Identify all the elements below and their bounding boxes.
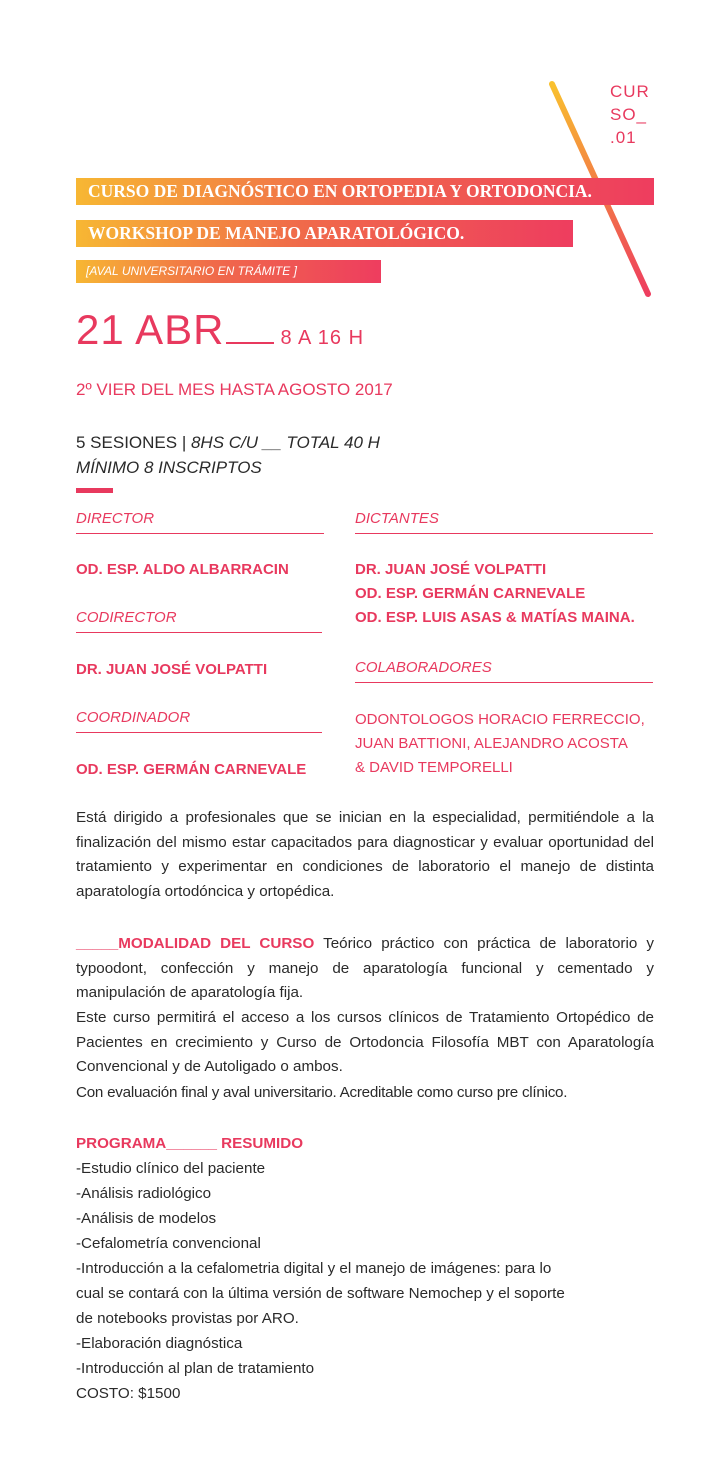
schedule-text: 2º VIER DEL MES HASTA AGOSTO 2017 [76,380,393,399]
director-label: DIRECTOR [76,510,324,534]
dictante-2: OD. ESP. GERMÁN CARNEVALE [355,585,586,602]
intro-paragraph: Está dirigido a profesionales que se inician en la especialidad, permitiéndole a la finalización del mismo estar capacitados para diagnosticar y evaluar oportunidad del tratamiento y experimentar en condiciones de laboratorio el manejo de distinta aparatología ortodóncica y ortopédica. [76,809,654,900]
coordinador-name: OD. ESP. GERMÁN CARNEVALE [76,761,307,778]
minimum-enrolled: MÍNIMO 8 INSCRIPTOS [76,458,262,477]
programa-item: -Elaboración diagnóstica [76,1335,243,1352]
programa-item: -Análisis de modelos [76,1210,217,1227]
course-hours: 8 A 16 H [280,327,365,349]
access-paragraph: Este curso permitirá el acceso a los cursos clínicos de Tratamiento Ortopédico de Pacientes en crecimiento y Curso de Ortodoncia Filosofía MBT con Aparatología Convencional y de Autoligado o ambos. [76,1009,654,1075]
dictantes-label: DICTANTES [355,510,653,534]
programa-title: PROGRAMA______ RESUMIDO [76,1135,304,1152]
colaboradores-label: COLABORADORES [355,659,653,683]
sessions-hours: 8HS C/U __ TOTAL 40 H [190,433,380,452]
evaluation-paragraph: Con evaluación final y aval universitario. Acreditable como curso pre clínico. [76,1084,568,1101]
programa-item: -Introducción a la cefalometria digital y el manejo de imágenes: para lo [76,1260,552,1277]
director-name: OD. ESP. ALDO ALBARRACIN [76,561,289,578]
modalidad-title: _____MODALIDAD DEL CURSO [76,935,315,952]
sessions-count: 5 SESIONES | [76,433,191,452]
programa-item: -Introducción al plan de tratamiento [76,1360,315,1377]
date-underline [226,342,274,344]
dictante-3: OD. ESP. LUIS ASAS & MATÍAS MAINA. [355,609,635,626]
coordinador-label: COORDINADOR [76,709,322,733]
course-code [610,80,670,149]
course-code-line-2: SO_ [610,105,648,124]
colaborador-line-2: JUAN BATTIONI, ALEJANDRO ACOSTA [355,735,628,752]
course-code-line-3: .01 [610,128,637,147]
course-date: 21 ABR [76,306,225,353]
colaborador-line-1: ODONTOLOGOS HORACIO FERRECCIO, [355,711,645,728]
codirector-label: CODIRECTOR [76,609,322,633]
codirector-name: DR. JUAN JOSÉ VOLPATTI [76,661,268,678]
programa-item: cual se contará con la última versión de software Nemochep y el soporte [76,1285,565,1302]
date-row [76,306,364,354]
course-code-line-1: CUR [610,82,650,101]
modalidad-text: Teórico práctico con práctica de laboratorio y typoodont, confección y manejo de aparatología funcional y cementado y manipulación de aparatología fija. [76,935,654,1001]
accent-bar [76,488,113,493]
dictante-1: DR. JUAN JOSÉ VOLPATTI [355,561,547,578]
modalidad-paragraph [76,932,654,1006]
programa-item: -Análisis radiológico [76,1185,212,1202]
programa-item: -Cefalometría convencional [76,1235,261,1252]
aval-band: [AVAL UNIVERSITARIO EN TRÁMITE ] [76,260,381,283]
course-cost: COSTO: $1500 [76,1385,181,1402]
programa-item: de notebooks provistas por ARO. [76,1310,299,1327]
colaborador-line-3: & DAVID TEMPORELLI [355,759,513,776]
programa-item: -Estudio clínico del paciente [76,1160,266,1177]
sessions-info [76,430,380,480]
course-title-band: CURSO DE DIAGNÓSTICO EN ORTOPEDIA Y ORTODONCIA. [76,178,654,205]
workshop-title-band: WORKSHOP DE MANEJO APARATOLÓGICO. [76,220,573,247]
